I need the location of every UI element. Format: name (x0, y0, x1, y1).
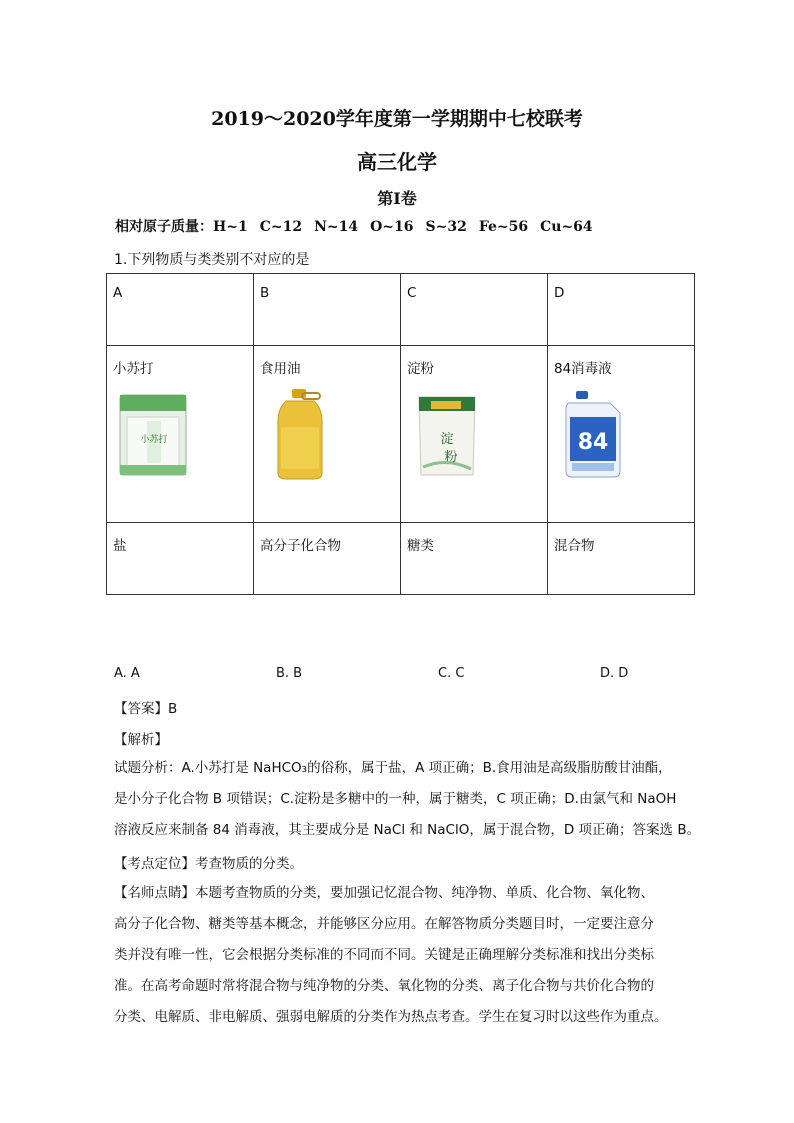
analysis-line: 试题分析：A.小苏打是 NaHCO₃的俗称，属于盐，A 项正确；B.食用油是高级脂肪酸甘油酯， (114, 760, 672, 776)
kaodian-text: 考查物质的分类。 (195, 856, 303, 872)
option-d: D. D (600, 666, 629, 681)
option-a: A. A (114, 666, 140, 681)
baking-soda-package-icon (117, 387, 189, 482)
substance-name: 淀粉 (407, 361, 434, 377)
atomic-mass-item: O~16 (370, 219, 414, 235)
svg-text:小苏打: 小苏打 (140, 435, 168, 445)
substance-name: 食用油 (260, 361, 301, 377)
teacher-notes-line: 准。在高考命题时常将混合物与纯净物的分类、氧化物的分类、离子化合物与共价化合物的 (114, 978, 654, 994)
atomic-mass-item: H~1 (213, 219, 248, 235)
analysis-line: 是小分子化合物 B 项错误；C.淀粉是多糖中的一种，属于糖类，C 项正确；D.由氯气和 NaOH (114, 791, 677, 807)
atomic-mass-item: Fe~56 (478, 219, 529, 235)
table-cell: 混合物 (548, 523, 695, 595)
table-header-cell: A (107, 274, 254, 346)
table-cell (254, 346, 401, 523)
answer-value: B (168, 701, 178, 717)
table-cell (107, 346, 254, 523)
disinfectant-jug-icon (558, 387, 630, 482)
exam-section: 第Ⅰ卷 (377, 189, 417, 208)
table-cell (401, 346, 548, 523)
atomic-mass-item: N~14 (314, 219, 359, 235)
teacher-notes-line: 分类、电解质、非电解质、强弱电解质的分类作为热点考查。学生在复习时以这些作为重点。 (114, 1009, 668, 1025)
question-table (106, 273, 695, 595)
teacher-notes-label: 【名师点睛】 (114, 885, 195, 901)
teacher-notes-line: 类并没有唯一性，它会根据分类标准的不同而不同。关键是正确理解分类标准和找出分类标 (114, 947, 654, 963)
exam-title: 2019～2020学年度第一学期期中七校联考 (211, 108, 583, 130)
table-header-cell: D (548, 274, 695, 346)
exam-subject: 高三化学 (357, 150, 437, 174)
kaodian-line (114, 852, 303, 872)
atomic-mass-item: Cu~64 (540, 219, 593, 235)
teacher-notes (114, 878, 689, 1033)
substance-name: 84消毒液 (554, 361, 612, 377)
table-header-cell: C (401, 274, 548, 346)
answer-line (114, 697, 177, 717)
analysis-label: 【解析】 (114, 732, 168, 748)
teacher-notes-line (114, 878, 689, 909)
option-b: B. B (276, 666, 303, 681)
table-header-cell: B (254, 274, 401, 346)
atomic-masses-label: 相对原子质量： (115, 219, 213, 235)
starch-bag-icon (411, 387, 483, 482)
teacher-notes-line: 高分子化合物、糖类等基本概念，并能够区分应用。在解答物质分类题目时，一定要注意分 (114, 916, 654, 932)
atomic-mass-item: C~12 (259, 219, 303, 235)
option-c: C. C (438, 666, 465, 681)
substance-name: 小苏打 (113, 361, 154, 377)
analysis-text (114, 753, 701, 846)
atomic-mass-item: S~32 (425, 219, 467, 235)
analysis-line: 溶液反应来制备 84 消毒液，其主要成分是 NaCl 和 NaClO，属于混合物，D 项正确；答案选 B。 (114, 822, 701, 838)
answer-label: 【答案】 (114, 701, 168, 717)
table-cell: 盐 (107, 523, 254, 595)
table-cell: 高分子化合物 (254, 523, 401, 595)
table-cell (548, 346, 695, 523)
svg-text:淀: 淀 (440, 432, 454, 447)
question-stem: 1.下列物质与类类别不对应的是 (114, 252, 310, 268)
kaodian-label: 【考点定位】 (114, 856, 195, 872)
svg-text:粉: 粉 (444, 450, 458, 465)
cooking-oil-bottle-icon (264, 387, 336, 482)
atomic-masses (115, 216, 605, 236)
svg-text:84: 84 (577, 430, 609, 455)
teacher-notes-text: 本题考查物质的分类，要加强记忆混合物、纯净物、单质、化合物、氧化物、 (195, 885, 654, 901)
table-cell: 糖类 (401, 523, 548, 595)
